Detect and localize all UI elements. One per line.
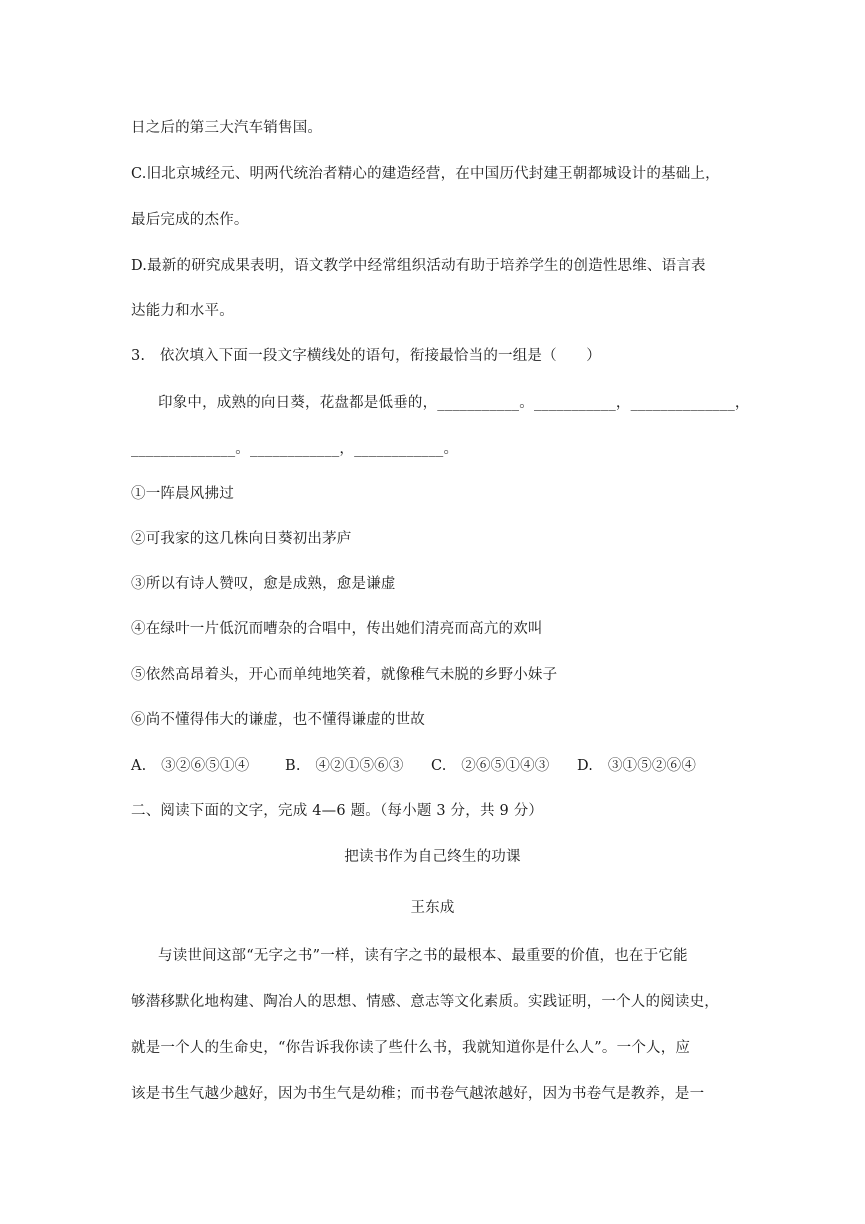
q3-option-d: D. ③①⑤②⑥④ (577, 758, 697, 774)
q3-stem: 3. 依次填入下面一段文字横线处的语句，衔接最恰当的一组是（ ） (131, 348, 601, 364)
article-paragraph-line1: 与读世间这部“无字之书”一样，读有字之书的最根本、最重要的价值，也在于它能 (158, 948, 688, 964)
q3-options (131, 756, 696, 776)
article-paragraph-line2: 够潜移默化地构建、陶冶人的思想、情感、意志等文化素质。实践证明，一个人的阅读史， (131, 994, 719, 1010)
q2-option-d-line1: D.最新的研究成果表明，语文教学中经常组织活动有助于培养学生的创造性思维、语言表 (131, 258, 706, 274)
q3-passage-line1: 印象中，成熟的向日葵，花盘都是低垂的，___________。___________，______________， (158, 395, 750, 411)
article-author: 王东成 (410, 900, 455, 916)
article-paragraph-line3: 就是一个人的生命史，“你告诉我你读了些什么书，我就知道你是什么人”。一个人，应 (131, 1040, 691, 1056)
q2-continuation-line: 日之后的第三大汽车销售国。 (131, 120, 323, 136)
q3-option-a: A. ③②⑥⑤①④ (131, 758, 250, 774)
q3-item-4: ④在绿叶一片低沉而嘈杂的合唱中，传出她们清亮而高亢的欢叫 (131, 621, 543, 637)
q3-item-2: ②可我家的这几株向日葵初出茅庐 (131, 531, 352, 547)
q3-passage-line2: ______________。____________，____________。 (131, 441, 459, 457)
q3-option-c: C. ②⑥⑤①④③ (431, 758, 550, 774)
q3-item-3: ③所以有诗人赞叹，愈是成熟，愈是谦虚 (131, 576, 396, 592)
section2-heading: 二、阅读下面的文字，完成 4—6 题。（每小题 3 分，共 9 分） (131, 803, 544, 819)
q3-item-5: ⑤依然高昂着头，开心而单纯地笑着，就像稚气未脱的乡野小妹子 (131, 667, 558, 683)
q2-option-d-line2: 达能力和水平。 (131, 303, 234, 319)
article-paragraph-line4: 该是书生气越少越好，因为书生气是幼稚；而书卷气越浓越好，因为书卷气是教养，是一 (131, 1086, 705, 1102)
q3-option-b: B. ④②①⑤⑥③ (285, 758, 404, 774)
article-title: 把读书作为自己终生的功课 (344, 849, 521, 865)
q2-option-c-line1: C.旧北京城经元、明两代统治者精心的建造经营，在中国历代封建王朝都城设计的基础上， (131, 166, 720, 182)
q2-option-c-line2: 最后完成的杰作。 (131, 212, 249, 228)
q3-item-1: ①一阵晨风拂过 (131, 486, 234, 502)
q3-item-6: ⑥尚不懂得伟大的谦虚，也不懂得谦虚的世故 (131, 712, 425, 728)
